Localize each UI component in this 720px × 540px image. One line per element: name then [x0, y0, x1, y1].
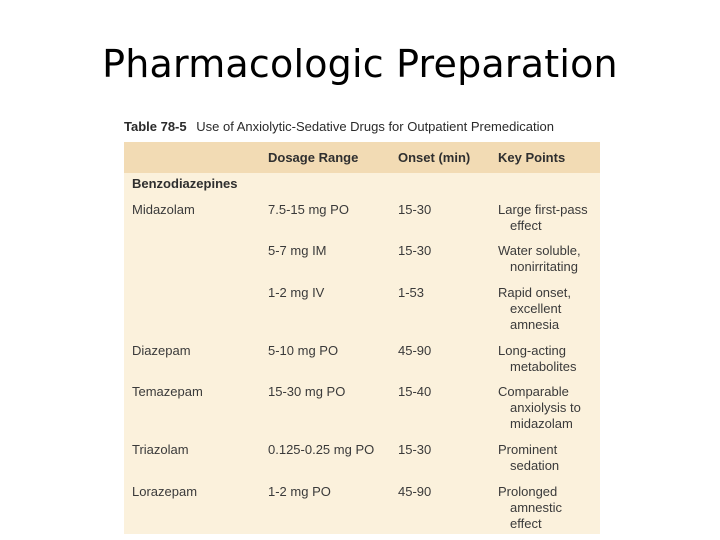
key-point-line: anxiolysis to: [510, 400, 581, 415]
key-point-line: Water soluble,: [498, 243, 581, 258]
dosage-range: 15-30 mg PO: [268, 384, 346, 399]
header-key-points: Key Points: [498, 150, 566, 165]
dosage-range: 5-7 mg IM: [268, 243, 327, 258]
key-points: [498, 243, 608, 275]
key-point-line: metabolites: [510, 359, 577, 374]
onset-value: 15-40: [398, 384, 432, 399]
dosage-range: 0.125-0.25 mg PO: [268, 442, 375, 457]
key-point-line: amnesia: [510, 317, 560, 332]
drug-table: [124, 142, 600, 534]
onset-value: 15-30: [398, 202, 432, 217]
key-point-line: midazolam: [510, 416, 573, 431]
key-point-line: effect: [510, 218, 542, 233]
drug-name: Triazolam: [132, 442, 189, 457]
key-point-line: nonirritating: [510, 259, 578, 274]
header-dosage-range: Dosage Range: [268, 150, 359, 165]
onset-value: 45-90: [398, 484, 432, 499]
key-points: [498, 343, 608, 375]
key-point-line: Prominent: [498, 442, 558, 457]
key-point-line: sedation: [510, 458, 560, 473]
dosage-range: 1-2 mg IV: [268, 285, 325, 300]
key-points: [498, 484, 608, 532]
onset-value: 15-30: [398, 442, 432, 457]
header-onset: Onset (min): [398, 150, 471, 165]
drug-name: Midazolam: [132, 202, 195, 217]
key-point-line: Prolonged: [498, 484, 558, 499]
table-number: Table 78-5: [124, 119, 187, 134]
table-caption: [124, 119, 554, 134]
dosage-range: 1-2 mg PO: [268, 484, 331, 499]
dosage-range: 7.5-15 mg PO: [268, 202, 349, 217]
drug-name: Temazepam: [132, 384, 203, 399]
key-points: [498, 202, 608, 234]
onset-value: 15-30: [398, 243, 432, 258]
onset-value: 45-90: [398, 343, 432, 358]
key-point-line: Rapid onset,: [498, 285, 571, 300]
key-point-line: Long-acting: [498, 343, 566, 358]
key-points: [498, 384, 608, 432]
onset-value: 1-53: [398, 285, 425, 300]
drug-name: Lorazepam: [132, 484, 198, 499]
section-benzodiazepines: Benzodiazepines: [132, 176, 238, 191]
key-point-line: amnestic: [510, 500, 563, 515]
key-point-line: excellent: [510, 301, 562, 316]
key-point-line: Large first-pass: [498, 202, 588, 217]
slide-title: Pharmacologic Preparation: [102, 42, 618, 86]
key-point-line: Comparable: [498, 384, 569, 399]
key-points: [498, 442, 608, 474]
key-point-line: effect: [510, 516, 542, 531]
drug-name: Diazepam: [132, 343, 191, 358]
dosage-range: 5-10 mg PO: [268, 343, 339, 358]
table-caption-text: Use of Anxiolytic-Sedative Drugs for Outpatient Premedication: [196, 119, 554, 134]
key-points: [498, 285, 608, 333]
